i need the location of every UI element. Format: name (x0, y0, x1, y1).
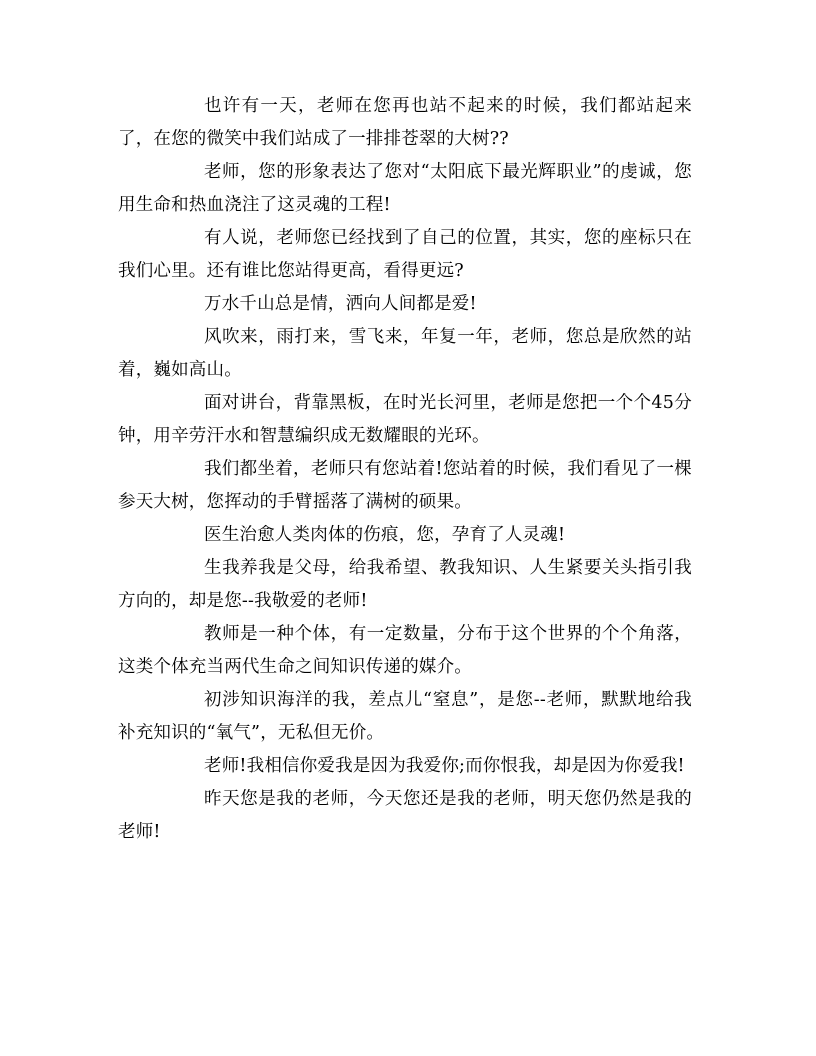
paragraph-6: 面对讲台，背靠黑板，在时光长河里，老师是您把一个个45分钟，用辛劳汗水和智慧编织成无数耀眼的光环。 (118, 393, 692, 446)
paragraph-8: 医生治愈人类肉体的伤痕，您，孕育了人灵魂! (204, 525, 566, 545)
paragraph-1: 也许有一天，老师在您再也站不起来的时候，我们都站起来了，在您的微笑中我们站成了一排排苍翠的大树?? (118, 96, 692, 149)
paragraph-7: 我们都坐着，老师只有您站着!您站着的时候，我们看见了一棵参天大树，您挥动的手臂摇落了满树的硕果。 (118, 459, 692, 512)
paragraph-11: 初涉知识海洋的我，差点儿“窒息”，是您--老师，默默地给我补充知识的“氧气”，无私但无价。 (118, 690, 692, 743)
paragraph-10: 教师是一种个体，有一定数量，分布于这个世界的个个角落，这类个体充当两代生命之间知识传递的媒介。 (118, 624, 692, 677)
paragraph-12: 老师!我相信你爱我是因为我爱你;而你恨我，却是因为你爱我! (204, 756, 685, 776)
paragraph-3: 有人说，老师您已经找到了自己的位置，其实，您的座标只在我们心里。还有谁比您站得更高，看得更远? (118, 228, 692, 281)
paragraph-13: 昨天您是我的老师，今天您还是我的老师，明天您仍然是我的老师! (118, 789, 692, 842)
paragraph-4: 万水千山总是情，洒向人间都是爱! (204, 294, 477, 314)
paragraph-2: 老师，您的形象表达了您对“太阳底下最光辉职业”的虔诚，您用生命和热血浇注了这灵魂的工程! (118, 162, 692, 215)
paragraph-5: 风吹来，雨打来，雪飞来，年复一年，老师，您总是欣然的站着，巍如高山。 (118, 327, 692, 380)
document-body (118, 90, 692, 849)
paragraph-9: 生我养我是父母，给我希望、教我知识、人生紧要关头指引我方向的，却是您--我敬爱的老师! (118, 558, 692, 611)
